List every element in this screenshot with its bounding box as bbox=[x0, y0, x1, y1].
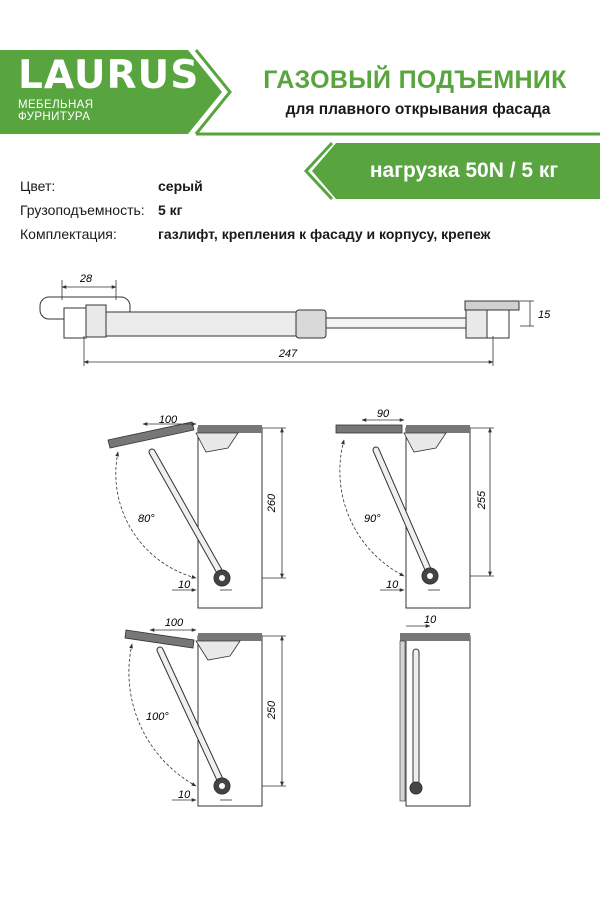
d2-angle-label: 90° bbox=[364, 513, 381, 525]
d3-width-label: 100 bbox=[164, 617, 184, 629]
facade-panel bbox=[108, 422, 194, 448]
gas-strut-drawing bbox=[40, 297, 519, 338]
brand-logo: LAURUS bbox=[18, 53, 200, 98]
facade-panel bbox=[125, 630, 194, 648]
product-title: ГАЗОВЫЙ ПОДЪЕМНИК bbox=[263, 66, 567, 94]
dim-height: 15 bbox=[538, 309, 551, 321]
d1-width-label: 100 bbox=[158, 414, 178, 426]
spec-label: Грузоподъемность: bbox=[20, 202, 145, 218]
d1-offset-label: 10 bbox=[178, 579, 191, 591]
dim-total-length: 247 bbox=[278, 348, 298, 360]
spec-value: серый bbox=[158, 178, 203, 194]
brand-tagline: МЕБЕЛЬНАЯ ФУРНИТУРА bbox=[18, 99, 94, 123]
install-diagram-closed bbox=[400, 626, 470, 806]
d3-angle-label: 100° bbox=[146, 711, 169, 723]
spec-value: 5 кг bbox=[158, 202, 183, 218]
facade-panel bbox=[400, 641, 405, 801]
facade-panel bbox=[336, 425, 402, 433]
d4-offset-label: 10 bbox=[424, 614, 437, 626]
d3-offset-label: 10 bbox=[178, 789, 191, 801]
cabinet-side bbox=[198, 636, 262, 806]
strut-mount-right bbox=[465, 301, 519, 310]
d3-height-label: 250 bbox=[266, 700, 278, 720]
d1-angle-label: 80° bbox=[138, 513, 155, 525]
dim-mount-width: 28 bbox=[79, 273, 93, 285]
cabinet-side bbox=[198, 428, 262, 608]
product-subtitle: для плавного открывания фасада bbox=[285, 101, 551, 118]
strut-rod bbox=[326, 318, 466, 328]
spec-label: Цвет: bbox=[20, 178, 56, 194]
load-badge: нагрузка 50N / 5 кг bbox=[369, 159, 559, 182]
cabinet-side bbox=[406, 428, 470, 608]
spec-value: газлифт, крепления к фасаду и корпусу, крепеж bbox=[158, 226, 491, 242]
strut-cylinder bbox=[106, 312, 296, 336]
d1-height-label: 260 bbox=[266, 493, 278, 513]
d2-width-label: 90 bbox=[376, 408, 390, 420]
d2-height-label: 255 bbox=[476, 490, 488, 510]
spec-label: Комплектация: bbox=[20, 226, 117, 242]
install-diagram-90 bbox=[336, 420, 494, 608]
install-diagram-80 bbox=[108, 422, 286, 608]
d2-offset-label: 10 bbox=[386, 579, 399, 591]
